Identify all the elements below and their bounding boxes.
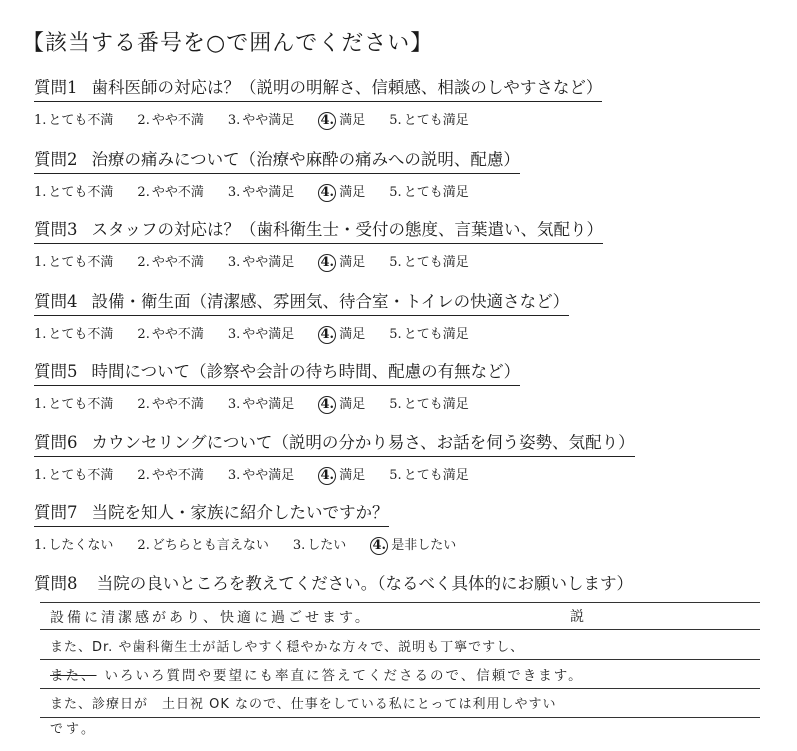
question-title (34, 146, 520, 172)
option-label: とても不満 (48, 327, 114, 342)
option-number: 4. (370, 537, 388, 555)
question-title (34, 570, 633, 596)
option-label: やや不満 (151, 185, 204, 200)
question-number: 質問3 (34, 220, 78, 239)
title-underline (34, 456, 635, 457)
question-number: 質問7 (34, 503, 78, 522)
option[interactable] (34, 464, 113, 485)
option[interactable] (389, 109, 468, 130)
question-number: 質問4 (34, 292, 78, 311)
answer-line (40, 629, 760, 630)
option[interactable] (34, 109, 113, 130)
page-title: 【該当する番号を○で囲んでください】 (22, 31, 434, 56)
question-2 (34, 146, 774, 202)
option[interactable] (228, 323, 294, 344)
option-number: 5. (389, 113, 402, 128)
option-number: 5. (389, 255, 402, 270)
answer-options (34, 323, 774, 344)
handwritten-line-4: また、診療日が 土日祝 OK なので、仕事をしている私にとっては利用しやすい (50, 697, 557, 712)
option-number: 4. (318, 254, 336, 272)
option-label: やや満足 (242, 327, 295, 342)
answer-options (34, 181, 774, 202)
title-underline (34, 173, 520, 174)
option-label: 満足 (339, 327, 366, 342)
question-text: 当院を知人・家族に紹介したいですか？ (91, 503, 389, 522)
option-label: 満足 (339, 113, 366, 128)
option-number: 4. (318, 184, 336, 202)
option-label: 満足 (339, 185, 366, 200)
question-text: カウンセリングについて（説明の分かり易さ、お話を伺う姿勢、気配り） (91, 433, 635, 452)
option[interactable] (137, 251, 203, 272)
option[interactable] (389, 464, 468, 485)
option-label: やや不満 (151, 327, 204, 342)
option-number: 1. (34, 113, 47, 128)
option[interactable] (34, 323, 113, 344)
question-title (34, 74, 602, 100)
option-label: とても不満 (48, 255, 114, 270)
option[interactable] (137, 393, 203, 414)
option-number: 1. (34, 397, 47, 412)
answer-options (34, 109, 774, 130)
handwritten-line-3: いろいろ質問や要望にも率直に答えてくださるので、信頼できます。 (104, 668, 584, 684)
option-label: とても不満 (48, 113, 114, 128)
option-label: やや満足 (242, 185, 295, 200)
question-title (34, 216, 603, 242)
question-number: 質問6 (34, 433, 78, 452)
option-number: 1. (34, 255, 47, 270)
option-label: 満足 (339, 397, 366, 412)
option[interactable] (389, 323, 468, 344)
option-selected[interactable] (318, 464, 365, 485)
question-3 (34, 216, 774, 272)
option[interactable] (228, 109, 294, 130)
question-text: 当院の良いところを教えてください。（なるべく具体的にお願いします） (96, 574, 633, 593)
option-label: やや満足 (242, 468, 295, 483)
option-label: したい (307, 538, 347, 553)
option-number: 1. (34, 327, 47, 342)
option-number: 4. (318, 467, 336, 485)
question-4 (34, 288, 774, 344)
answer-options (34, 534, 774, 555)
question-text: 時間について（診察や会計の待ち時間、配慮の有無など） (91, 362, 521, 381)
question-text: 歯科医師の対応は？（説明の明解さ、信頼感、相談のしやすさなど） (91, 78, 603, 97)
option-label: 満足 (339, 468, 366, 483)
option-number: 4. (318, 396, 336, 414)
option-label: やや満足 (242, 255, 295, 270)
handwritten-line-1: 設備に清潔感があり、快適に過ごせます。 (50, 610, 372, 626)
question-number: 質問2 (34, 150, 78, 169)
option-number: 3. (227, 397, 241, 412)
option-number: 1. (34, 538, 47, 553)
struck-text: また、 (50, 668, 97, 684)
option-number: 5. (389, 185, 402, 200)
option-number: 3. (227, 255, 241, 270)
option-selected[interactable] (318, 251, 365, 272)
option-number: 5. (389, 397, 402, 412)
answer-options (34, 251, 774, 272)
answer-options (34, 464, 774, 485)
option-number: 2. (137, 468, 150, 483)
question-1 (34, 74, 774, 130)
option-label: とても満足 (403, 255, 469, 270)
option-number: 2. (137, 327, 150, 342)
option[interactable] (293, 534, 346, 555)
option-label: とても満足 (403, 468, 469, 483)
option-number: 4. (318, 326, 336, 344)
option-label: とても不満 (48, 397, 114, 412)
title-underline (34, 315, 569, 316)
title-underline (34, 101, 602, 102)
option-label: とても満足 (403, 113, 469, 128)
option[interactable] (34, 181, 113, 202)
question-text: スタッフの対応は？（歯科衛生士・受付の態度、言葉遣い、気配り） (91, 220, 603, 239)
option-label: やや不満 (151, 113, 204, 128)
title-underline (34, 243, 603, 244)
option-label: どちらとも言えない (151, 538, 269, 553)
option-label: とても不満 (48, 185, 114, 200)
question-6 (34, 429, 774, 485)
option[interactable] (137, 109, 203, 130)
option-label: やや満足 (242, 397, 295, 412)
option-label: 是非したい (391, 538, 457, 553)
option-number: 3. (227, 185, 241, 200)
option[interactable] (228, 464, 294, 485)
option[interactable] (137, 534, 268, 555)
title-underline (34, 385, 520, 386)
option-label: やや満足 (242, 113, 295, 128)
option[interactable] (34, 534, 113, 555)
option-number: 2. (137, 255, 150, 270)
option-number: 2. (137, 397, 150, 412)
question-title (34, 358, 520, 384)
option[interactable] (228, 181, 294, 202)
option-label: 満足 (339, 255, 366, 270)
question-number: 質問5 (34, 362, 78, 381)
question-text: 設備・衛生面（清潔感、雰囲気、待合室・トイレの快適さなど） (91, 292, 570, 311)
option[interactable] (228, 251, 294, 272)
answer-line (40, 659, 760, 660)
option-number: 1. (34, 185, 47, 200)
option[interactable] (389, 393, 468, 414)
option[interactable] (389, 181, 468, 202)
option[interactable] (34, 393, 113, 414)
option[interactable] (137, 464, 203, 485)
option-number: 3. (227, 113, 241, 128)
option-number: 3. (227, 327, 241, 342)
handwritten-line-3-wrap (50, 664, 584, 684)
option-number: 3. (227, 468, 241, 483)
option-label: とても満足 (403, 327, 469, 342)
option-number: 1. (34, 468, 47, 483)
option-number: 2. (137, 185, 150, 200)
option-number: 2. (137, 113, 150, 128)
option-selected[interactable] (318, 181, 365, 202)
option-selected[interactable] (370, 534, 456, 555)
question-title (34, 429, 635, 455)
handwritten-note: 説 (570, 609, 584, 625)
option[interactable] (228, 393, 294, 414)
handwritten-line-5: です。 (50, 722, 97, 737)
option-selected[interactable] (318, 323, 365, 344)
option[interactable] (389, 251, 468, 272)
option[interactable] (34, 251, 113, 272)
question-number: 質問1 (34, 78, 78, 97)
question-number: 質問8 (34, 574, 78, 593)
option-label: したくない (48, 538, 114, 553)
option[interactable] (137, 181, 203, 202)
option-label: やや不満 (151, 255, 204, 270)
option[interactable] (137, 323, 203, 344)
answer-line (40, 717, 760, 718)
option-selected[interactable] (318, 109, 365, 130)
option-label: とても不満 (48, 468, 114, 483)
answer-options (34, 393, 774, 414)
option-number: 5. (389, 468, 402, 483)
answer-line (40, 688, 760, 689)
question-title (34, 499, 389, 525)
question-title (34, 288, 569, 314)
option-label: やや不満 (151, 397, 204, 412)
question-text: 治療の痛みについて（治療や麻酔の痛みへの説明、配慮） (91, 150, 520, 169)
option-label: とても満足 (403, 397, 469, 412)
answer-line (40, 602, 760, 603)
option-selected[interactable] (318, 393, 365, 414)
handwritten-line-2: また、Dr. や歯科衛生士が話しやすく穏やかな方々で、説明も丁寧ですし、 (50, 640, 525, 655)
option-number: 4. (318, 112, 336, 130)
option-number: 2. (137, 538, 150, 553)
option-number: 5. (389, 327, 402, 342)
option-number: 3. (292, 538, 306, 553)
question-7 (34, 499, 774, 555)
question-8 (34, 570, 774, 596)
title-underline (34, 526, 389, 527)
option-label: とても満足 (403, 185, 469, 200)
option-label: やや不満 (151, 468, 204, 483)
question-5 (34, 358, 774, 414)
